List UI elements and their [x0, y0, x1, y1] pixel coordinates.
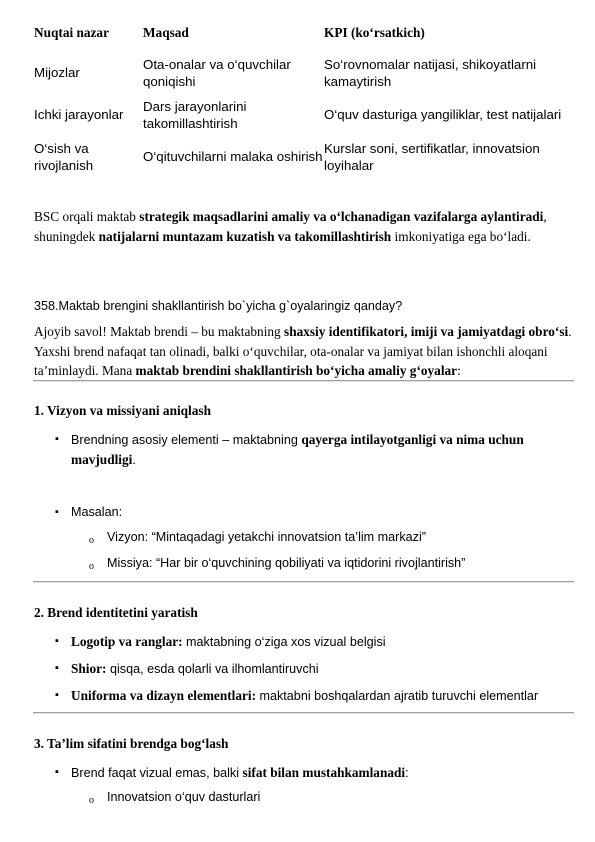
table-header-cell: Maqsad: [143, 25, 189, 40]
table-cell: Kurslar soni, sertifikatlar, innovatsion loyihalar: [324, 140, 540, 173]
text-run: Brend faqat vizual emas, balki: [71, 766, 243, 780]
table-cell: Ota-onalar va o‘quvchilar qoniqishi: [143, 56, 291, 89]
text-run: qisqa, esda qolarli va ilhomlantiruvchi: [106, 662, 319, 676]
bullet-icon: ▪: [55, 662, 59, 674]
table-cell: O‘sish va rivojlanish: [34, 140, 94, 173]
bold-text-run: natijalarni muntazam kuzatish va takomillashtirish: [98, 228, 392, 244]
bold-text-run: maktab brendini shakllantirish bo‘yicha amaliy g‘oyalar: [135, 363, 458, 378]
table-cell: Ichki jarayonlar: [34, 107, 124, 122]
subbullet-icon: o: [89, 535, 94, 546]
bullet-icon: ▪: [55, 635, 59, 647]
bold-text-run: shaxsiy identifikatori, imiji va jamiyatdagi obro‘si: [284, 324, 569, 339]
bullet-icon: ▪: [55, 766, 59, 778]
table-header-cell: Nuqtai nazar: [34, 25, 109, 40]
list-item-text: [71, 430, 551, 470]
table-cell: So‘rovnomalar natijasi, shikoyatlarni kamaytirish: [324, 56, 537, 89]
text-run: Ajoyib savol! Maktab brendi – bu maktabning: [34, 324, 285, 339]
bold-text-run: qayerga intilayotganligi va nima uchun mavjudligi: [71, 432, 524, 467]
section-heading: 2. Brend identitetini yaratish: [34, 605, 198, 620]
text-run: . Yaxshi brend nafaqat tan olinadi, balki o‘quvchilar, ota-onalar va jamiyat bilan ishonchli aloqani ta’minlaydi. Mana: [34, 324, 572, 378]
subbullet-icon: o: [89, 795, 94, 806]
list-item-text: [71, 763, 551, 783]
bold-text-run: sifat bilan mustahkamlanadi: [242, 765, 406, 780]
sub-list-item-text: Missiya: “Har bir o‘quvchining qobiliyati va iqtidorini rivojlantirish”: [107, 556, 466, 570]
text-run: Brendning asosiy elementi – maktabning: [71, 433, 302, 447]
section-heading: 3. Ta’lim sifatini brendga bog‘lash: [34, 736, 229, 751]
text-run: imkoniyatiga ega bo‘ladi.: [391, 228, 531, 244]
list-item-text: Masalan:: [71, 505, 123, 519]
sub-list-item-text: Vizyon: “Mintaqadagi yetakchi innovatsion ta’lim markazi”: [107, 530, 426, 544]
table-row: [34, 135, 574, 178]
horizontal-divider: [33, 380, 574, 382]
horizontal-divider: [33, 581, 574, 583]
sub-list-item-text: Innovatsion o‘quv dasturlari: [107, 790, 261, 804]
section-heading: 1. Vizyon va missiyani aniqlash: [34, 403, 211, 418]
text-run: maktabning o‘ziga xos vizual belgisi: [182, 635, 386, 649]
answer-paragraph: [34, 322, 574, 381]
question-line: 358.Maktab brengini shakllantirish bo`yicha g`oyalaringiz qanday?: [34, 299, 403, 313]
table-cell: Dars jarayonlarini takomillashtirish: [143, 98, 247, 131]
table-header-row: [34, 18, 574, 51]
bullet-icon: ▪: [55, 506, 59, 518]
bold-text-run: Shior:: [71, 661, 107, 676]
bsc-kpi-table: [34, 18, 574, 178]
bold-text-run: strategik maqsadlarini amaliy va o‘lchanadigan vazifalarga aylantiradi: [139, 209, 544, 224]
horizontal-divider: [33, 712, 574, 714]
list-item-text: [71, 632, 551, 652]
bullet-icon: ▪: [55, 689, 59, 701]
text-run: :: [405, 766, 409, 780]
bold-text-run: Logotip va ranglar:: [71, 634, 183, 649]
bsc-summary-paragraph: [34, 207, 574, 246]
text-run: maktabni boshqalardan ajratib turuvchi elementlar: [256, 689, 539, 703]
list-item-text: [71, 659, 551, 679]
text-run: BSC orqali maktab: [34, 209, 140, 224]
text-run: .: [132, 453, 136, 467]
table-cell: Mijozlar: [34, 65, 80, 80]
subbullet-icon: o: [89, 561, 94, 572]
table-cell: O‘qituvchilarni malaka oshirish: [143, 149, 323, 164]
table-header-cell: KPI (ko‘rsatkich): [324, 25, 425, 40]
bold-text-run: Uniforma va dizayn elementlari:: [71, 688, 257, 703]
text-run: , shuningdek: [34, 209, 547, 244]
table-row: [34, 51, 574, 94]
bullet-icon: ▪: [55, 433, 59, 445]
text-run: :: [457, 363, 461, 378]
list-item-text: [71, 686, 551, 706]
table-row: [34, 94, 574, 135]
table-cell: O‘quv dasturiga yangiliklar, test natijalari: [324, 107, 562, 122]
